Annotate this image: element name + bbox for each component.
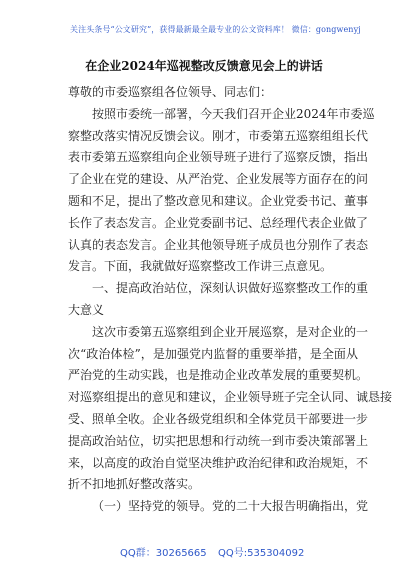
paragraph-line: 提高政治站位，切实把思想和行动统一到市委决策部署上 [68, 433, 369, 448]
paragraph-line: 长作了表态发言。企业党委副书记、总经理代表企业做了 [68, 215, 369, 230]
section-heading-line: 大意义 [68, 302, 105, 317]
paragraph-line: 次“政治体检”，是加强党内监督的重要举措，是全面从 [68, 346, 358, 361]
document-title: 在企业2024年巡视整改反馈意见会上的讲话 [85, 59, 323, 73]
paragraph-line: （一）坚持党的领导。党的二十大报告明确指出，党 [92, 499, 369, 514]
paragraph-line: 折不扣地抓好整改落实。 [68, 477, 201, 492]
contact-footer [0, 545, 408, 563]
paragraph-line: 严治党的生动实践，也是推动企业改革发展的重要契机。 [68, 368, 369, 383]
paragraph-line: 按照市委统一部署，今天我们召开企业2024年市委巡 [92, 106, 375, 121]
paragraph-line: 这次市委第五巡察组到企业开展巡察，是对企业的一 [92, 324, 369, 339]
paragraph-line: 表市委第五巡察组向企业领导班子进行了巡察反馈，指出 [68, 150, 369, 165]
document-body [68, 82, 393, 518]
paragraph-line: 来，以高度的政治自觉坚决维护政治纪律和政治规矩，不 [68, 455, 369, 470]
paragraph-line: 受、照单全收。企业各级党组织和全体党员干部要进一步 [68, 411, 369, 426]
paragraph-line: 认真的表态发言。企业其他领导班子成员也分别作了表态 [68, 237, 369, 252]
paragraph-line: 了企业在党的建设、从严治党、企业发展等方面存在的问 [68, 172, 369, 187]
qq-account-number: QQ号:535304092 [218, 548, 305, 559]
qq-group-number: QQ群：30265665 [120, 548, 207, 559]
paragraph-line: 发言。下面，我就做好巡察整改工作讲三点意见。 [68, 259, 333, 274]
paragraph-line: 对巡察组提出的意见和建议，企业领导班子完全认同、诚恳接 [68, 390, 393, 405]
paragraph-line: 察整改落实情况反馈会议。刚才，市委第五巡察组组长代 [68, 128, 369, 143]
section-heading-line: 一、提高政治站位，深刻认识做好巡察整改工作的重 [92, 281, 369, 296]
promo-header: 关注头条号“公文研究”，获得最新最全最专业的公文资料库！ 微信：gongwenyj [70, 25, 361, 34]
salutation-line: 尊敬的市委巡察组各位领导、同志们： [68, 85, 273, 99]
paragraph-line: 题和不足，提出了整改意见和建议。企业党委书记、董事 [68, 193, 369, 208]
